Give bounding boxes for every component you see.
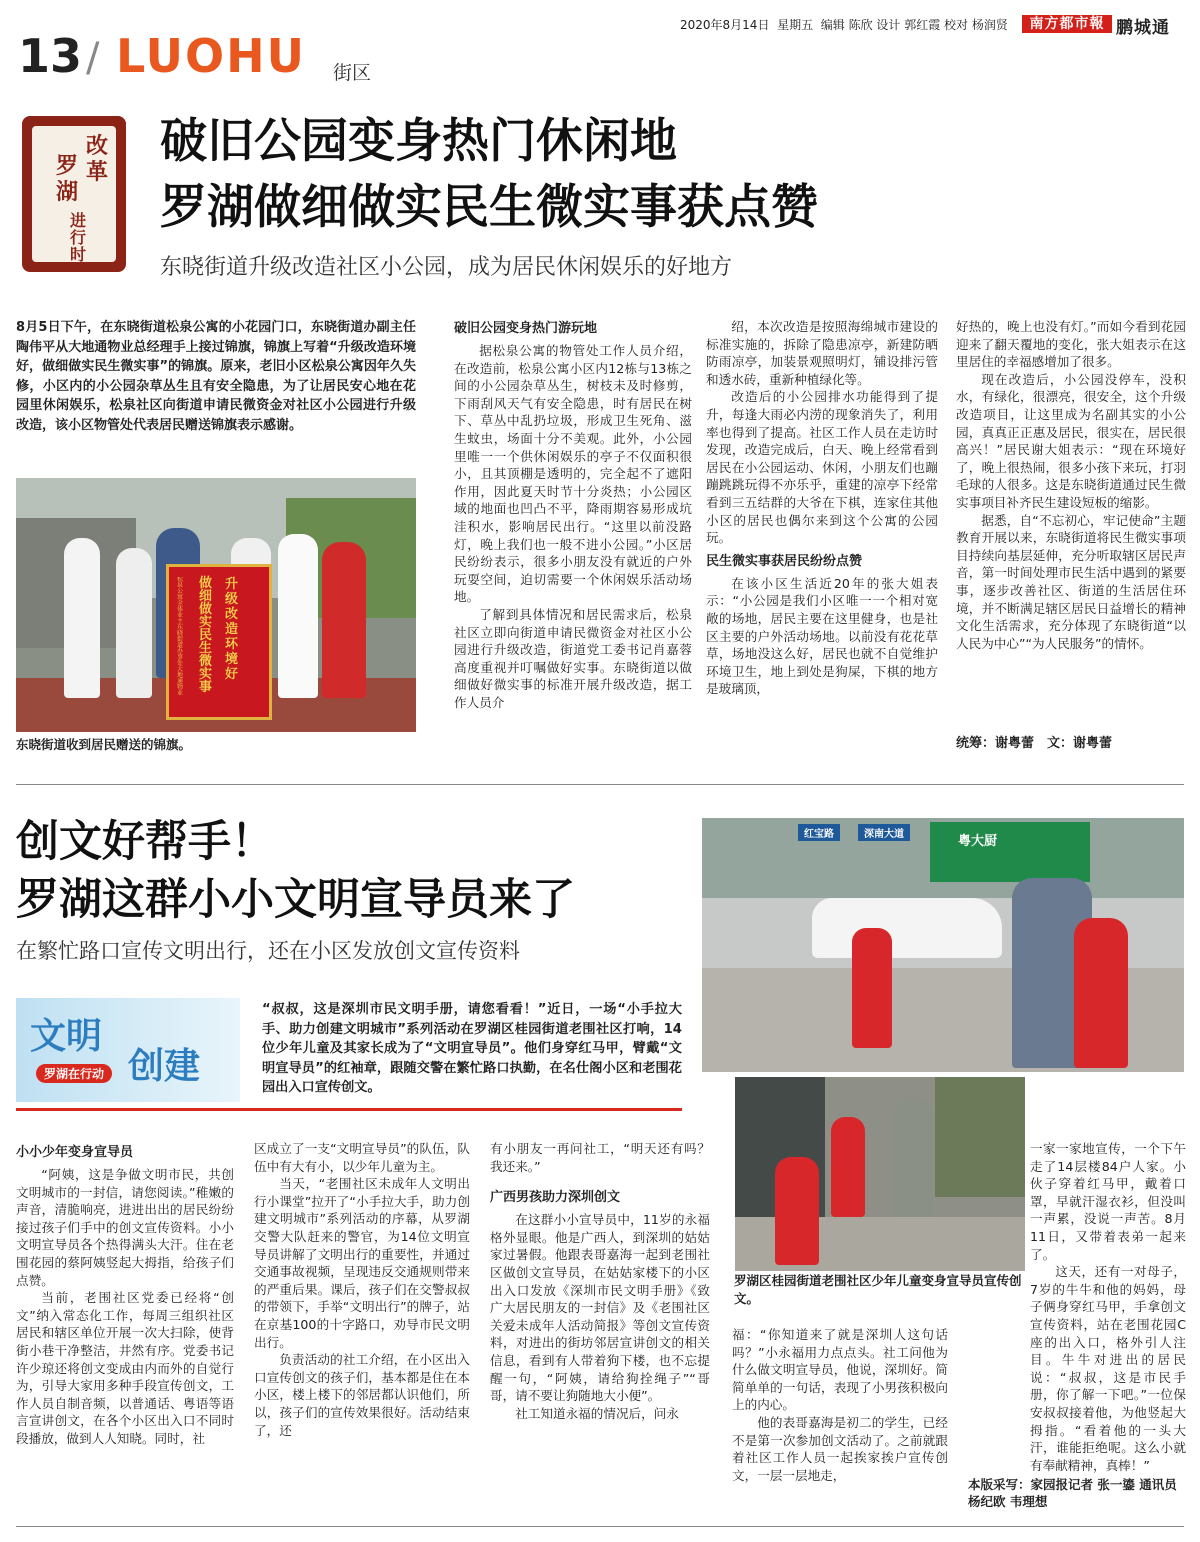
story2-col4 xyxy=(732,1326,948,1484)
story1-subhead-2: 民生微实事获居民纷纷点赞 xyxy=(706,553,863,569)
logo-tag: 罗湖在行动 xyxy=(36,1064,112,1083)
story2-col2-para-2: 当天，“老围社区未成年人文明出行小课堂”拉开了“小手拉大手，助力创建文明城市”系列活动的序幕，从罗湖交警大队赶来的警官，为14位文明宣导员讲解了文明出行的重要性，并通过交通事故视频，呈现违反交通规则带来的严重后果。课后，孩子们在交警叔叔的带领下，手举“文明出行”的牌子，站在京基100的十字路口，劝导市民文明出行。 xyxy=(254,1176,470,1350)
banner-flag xyxy=(166,564,272,720)
story1-col2 xyxy=(454,314,692,711)
story2-col2-para-1: 区成立了一支“文明宣导员”的队伍，队伍中有大有小，以少年儿童为主。 xyxy=(254,1141,470,1174)
story2-photo-inset xyxy=(732,1074,1028,1274)
story1-col4-para-1: 好热的，晚上也没有灯。”而如今看到花园迎来了翻天覆地的变化，张大姐表示在这里居住的幸福感增加了很多。 xyxy=(956,319,1186,370)
header-date: 2020年8月14日 xyxy=(680,18,770,32)
story2-subhead-1: 小小少年变身宣导员 xyxy=(16,1145,134,1160)
story2-byline: 本版采写：家园报记者 张一鎏 通讯员 杨纪欧 韦理想 xyxy=(968,1477,1177,1509)
civility-logo xyxy=(16,998,240,1102)
page-number: 13 xyxy=(18,29,83,83)
story1-headline-2: 罗湖做细做实民生微实事获点赞 xyxy=(160,180,818,235)
story2-col1-para-1: “阿姨，这是争做文明市民，共创文明城市的一封信，请您阅读。”稚嫩的声音，清脆响亮，进进出出的居民纷纷接过孩子们手中的创文宣传资料。小小文明宣导员各个热得满头大汗。住在老围花园的蔡阿姨竖起大拇指，给孩子们点赞。 xyxy=(16,1167,234,1288)
story2-lead: “叔叔，这是深圳市民文明手册，请您看看！”近日，一场“小手拉大手、助力创建文明城市”系列活动在罗湖区桂园街道老围社区打响，14位少年儿童及其家长成为了“文明宣导员”。他们身穿红马甲，臂戴“文明宣导员”的红袖章，跟随交警在繁忙路口执勤，在名仕阁小区和老围花园出入口宣传创文。 xyxy=(262,1002,682,1096)
district-title: LUOHU xyxy=(116,29,306,83)
story2-photo-main xyxy=(702,818,1184,1072)
section-label: 街区 xyxy=(333,62,372,84)
banner-line-1: 升级改造环境好 xyxy=(225,577,239,682)
story1-col3 xyxy=(706,318,938,698)
story2-col4-para-2: 他的表哥嘉海是初二的学生，已经不是第一次参加创文活动了。之前就跟着社区工作人员一起挨家挨户宣传创文，一层一层地走， xyxy=(732,1414,948,1483)
street-sign-1: 红宝路 xyxy=(798,824,840,841)
story1-col3-para-2: 改造后的小公园排水功能得到了提升，每逢大雨必内涝的现象消失了，利用率也得到了提高。社区工作人员在走访时发现，改造完成后，白天、晚上经常看到居民在小公园运动、休闲，小朋友们也蹦蹦跳跳玩得不亦乐乎，重建的凉亭下经常看到三五结群的大爷在下棋，连家住其他小区的居民也偶尔来到这个公寓的公园玩。 xyxy=(706,389,938,546)
story2-col3-para-2: 在这群小小宣导员中，11岁的永福格外显眼。他是广西人，到深圳的姑姑家过暑假。他跟表哥嘉海一起到老围社区做创文宣导员，在姑姑家楼下的小区出入口发放《深圳市民文明手册》《致广大居民朋友的一封信》及《老围社区关爱未成年人活动简报》等创文宣传资料，对进出的街坊邻居宣讲创文的相关信息，看到有人带着狗下楼，也不忘提醒一句，“阿姨，请给狗拴绳子”“哥哥，请不要让狗随地大小便”。 xyxy=(490,1212,710,1404)
story2-col5-para-1: 一家一家地宣传，一个下午走了14层楼84户人家。小伙子穿着红马甲，戴着口罩，早就汗湿衣衫，但没叫一声累，没说一声苦。8月11日，又带着表弟一起来了。 xyxy=(1030,1141,1186,1262)
story1-headline-1: 破旧公园变身热门休闲地 xyxy=(160,114,677,169)
story2-col3 xyxy=(490,1140,710,1422)
story2-col2-para-3: 负责活动的社工介绍，在小区出入口宣传创文的孩子们，基本都是住在本小区，楼上楼下的邻居都认识他们，所以，孩子们的宣传效果很好。活动结束了，还 xyxy=(254,1352,470,1438)
logo-text-2: 创建 xyxy=(128,1045,201,1087)
page-slash: / xyxy=(86,35,100,81)
story1-col4-para-3: 据悉，自“不忘初心，牢记使命”主题教育开展以来，东晓街道将民生微实事项目持续向基层延伸，充分听取辖区居民声音，第一时间处理市民生活中遇到的紧要事，逐步改善社区、街道的生活居住环境，并不断满足辖区居民日益增长的精神文化生活需求，充分体现了东晓街道“以人民为中心”“为人民服务”的情怀。 xyxy=(956,512,1186,651)
story2-headline-2: 罗湖这群小小文明宣导员来了 xyxy=(16,875,575,925)
story2-lead-rule xyxy=(16,1108,682,1111)
page-bottom-rule xyxy=(16,1526,1184,1527)
story1-photo xyxy=(16,478,416,732)
story1-col4 xyxy=(956,318,1186,652)
story2-col1 xyxy=(16,1138,234,1448)
story1-col3-para-1: 绍，本次改造是按照海绵城市建设的标准实施的，拆除了隐患凉亭，新建防晒防雨凉亭，加装景观照明灯，铺设排污管和透水砖，重新种植绿化等。 xyxy=(706,319,938,387)
shop-sign: 粤大厨 xyxy=(958,834,998,849)
paper-name: 南方都市報 xyxy=(1029,16,1105,32)
header-meta xyxy=(680,16,1008,33)
story2-subhead-2: 广西男孩助力深圳创文 xyxy=(490,1190,621,1206)
story2-col1-para-2: 当前，老围社区党委已经将“创文”纳入常态化工作，每周三组织社区居民和辖区单位开展一次大扫除，使背街小巷干净整洁，井然有序。党委书记许少琼还将创文变成由内而外的自觉行为，引导大家用多种手段宣传创文，工作人员自制音频，以普通话、粤语等语言宣讲创文，在各个小区出入口不同时段播放，做到人人知晓。同时，社 xyxy=(16,1290,234,1446)
story2-col5 xyxy=(1030,1140,1186,1474)
story1-photo-caption: 东晓街道收到居民赠送的锦旗。 xyxy=(16,737,192,752)
section-logo: 鹏城通 xyxy=(1116,18,1170,38)
story2-photo-caption: 罗湖区桂园街道老围社区少年儿童变身宣导员宣传创文。 xyxy=(734,1273,1022,1306)
story1-deck: 东晓街道升级改造社区小公园，成为居民休闲娱乐的好地方 xyxy=(160,255,733,280)
seal-char-1: 改革 xyxy=(86,134,109,185)
seal-logo xyxy=(22,116,126,272)
story2-deck: 在繁忙路口宣传文明出行，还在小区发放创文宣传资料 xyxy=(16,939,520,963)
story2-col4-para-1: 福：“你知道来了就是深圳人这句话吗？”小永福用力点点头。社工问他为什么做文明宣导员，他说，深圳好。简简单单的一句话，表现了小男孩积极向上的内心。 xyxy=(732,1327,948,1413)
story2-col3-para-3: 社工知道永福的情况后，问永 xyxy=(515,1405,679,1421)
story2-col2 xyxy=(254,1140,470,1439)
story1-col2-para-2: 了解到具体情况和居民需求后，松泉社区立即向街道申请民微资金对社区小公园进行升级改造，街道党工委书记肖嘉蓉高度重视并叮嘱做好实事。东晓街道以做细做好微实事的标准开展升级改造，据工作人员介 xyxy=(454,606,692,710)
banner-line-2: 做细做实民生微实事 xyxy=(199,576,213,695)
story1-col4-para-2: 现在改造后，小公园没停车，没积水，有绿化，很漂亮，很安全，这个升级改造项目，让这里成为名副其实的小公园，真真正正惠及居民，很实在，居民很高兴！”居民谢大姐表示：“现在环境好了，晚上很热闹，很多小孩下来玩，打羽毛球的人很多。这是东晓街道通过民生微实事项目补齐民生建设短板的缩影。 xyxy=(956,371,1186,510)
logo-text-1: 文明 xyxy=(30,1015,103,1057)
story2-col5-para-2: 这天，还有一对母子，7岁的牛牛和他的妈妈，母子俩身穿红马甲，手拿创文宣传资料，站在老围花园C座的出入口，格外引人注目。牛牛对进出的居民说：“叔叔，这是市民手册，你了解一下吧。”一位保安叔叔接着他，为他竖起大拇指。“看着他的一头大汗，谁能拒绝呢。这么小就有奉献精神，真棒！” xyxy=(1030,1264,1186,1473)
story1-col2-para-1: 据松泉公寓的物管处工作人员介绍，在改造前，松泉公寓小区内12栋与13栋之间的小公园杂草丛生，树枝未及时修剪，下雨刮风天气有安全隐患，时有居民在树下、草丛中乱扔垃圾，形成卫生死角、滋生蚊虫，场面十分不美观。此外，小公园里唯一一个供休闲娱乐的亭子不仅面积很小，且其顶棚是透明的，完全起不了遮阳作用，因此夏天时节十分炎热；小公园区域的地面也凹凸不平，降雨期容易形成坑洼积水，影响居民出行。“这里以前没路灯，晚上我们也一般不进小公园。”小区居民纷纷表示，很多小朋友没有就近的户外玩耍空间，迫切需要一个休闲娱乐活动场地。 xyxy=(454,343,692,605)
story-divider xyxy=(16,784,1184,785)
header-credits: 编辑 陈欣 设计 郭红霞 校对 杨润贤 xyxy=(820,18,1008,32)
street-sign-2: 深南大道 xyxy=(858,824,910,841)
story1-col3-para-3: 在该小区生活近20年的张大姐表示：“小公园是我们小区唯一一个相对宽敞的场地，居民主要在这里健身，也是社区主要的户外活动场地。以前没有花花草草，场地没这么好，居民也就不自觉维护环境卫生，地上到处是狗屎，下棋的地方是玻璃顶， xyxy=(706,575,938,697)
story1-byline: 统筹：谢粤蕾 文：谢粤蕾 xyxy=(956,736,1113,751)
story2-col3-para-1: 有小朋友一再问社工，“明天还有吗？我还来。” xyxy=(490,1141,710,1174)
header-weekday: 星期五 xyxy=(777,18,814,32)
story1-subhead-1: 破旧公园变身热门游玩地 xyxy=(454,321,598,336)
seal-char-2: 进行时 xyxy=(70,211,87,264)
story2-headline-1: 创文好帮手！ xyxy=(16,817,274,867)
seal-char-0: 罗湖 xyxy=(56,154,79,205)
banner-small-text: 松泉公寓全体业主 东晓街道办事处 大地通物业 xyxy=(177,577,184,697)
story1-lead: 8月5日下午，在东晓街道松泉公寓的小花园门口，东晓街道办副主任陶伟平从大地通物业总经理手上接过锦旗，锦旗上写着“升级改造环境好，做细做实民生微实事”的锦旗。原来，老旧小区松泉公寓因年久失修，小区内的小公园杂草丛生且有安全隐患，为了让居民安心地在花园里休闲娱乐，松泉社区向街道申请民微资金对社区小公园进行升级改造，该小区物管处代表居民赠送锦旗表示感谢。 xyxy=(16,320,416,433)
